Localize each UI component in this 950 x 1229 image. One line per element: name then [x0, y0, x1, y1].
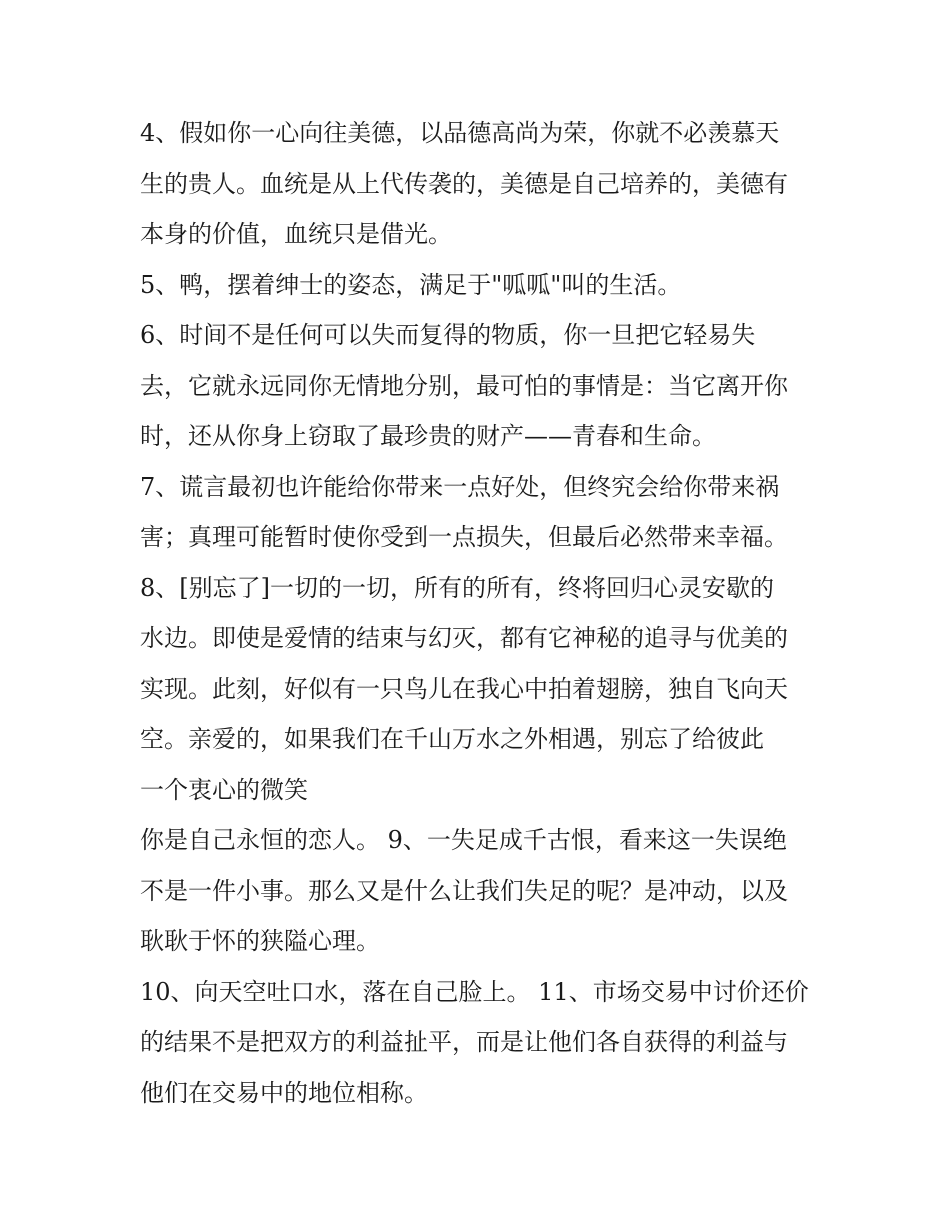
- text-line: 空。亲爱的，如果我们在千山万水之外相遇，别忘了给彼此: [140, 725, 764, 753]
- text-line: 5、鸭，摆着绅士的姿态，满足于"呱呱"叫的生活。: [140, 270, 682, 299]
- text-line: 的结果不是把双方的利益扯平，而是让他们各自获得的利益与: [140, 1028, 788, 1056]
- text-line: 一个衷心的微笑: [140, 775, 308, 804]
- text-line: 不是一件小事。那么又是什么让我们失足的呢？是冲动，以及: [140, 876, 788, 905]
- text-line: 7、谎言最初也许能给你带来一点好处，但终究会给你带来祸: [140, 472, 780, 501]
- text-line: 他们在交易中的地位相称。: [140, 1078, 428, 1107]
- text-line: 4、假如你一心向往美德，以品德高尚为荣，你就不必羡慕天: [140, 119, 780, 147]
- text-line: 8、[别忘了]一切的一切，所有的所有，终将回归心灵安歇的: [140, 573, 774, 602]
- text-line: 去，它就永远同你无情地分别，最可怕的事情是：当它离开你: [140, 371, 788, 400]
- text-line: 本身的价值，血统只是借光。: [140, 220, 452, 248]
- text-line: 实现。此刻，好似有一只鸟儿在我心中拍着翅膀，独自飞向天: [140, 674, 788, 703]
- body-text: [140, 108, 820, 1118]
- text-line: 水边。即使是爱情的结束与幻灭，都有它神秘的追寻与优美的: [140, 624, 788, 652]
- text-line: 6、时间不是任何可以失而复得的物质，你一旦把它轻易失: [140, 321, 756, 349]
- text-line: 你是自己永恒的恋人。 9、一失足成千古恨，看来这一失误绝: [140, 826, 787, 854]
- text-line: 生的贵人。血统是从上代传袭的，美德是自己培养的，美德有: [140, 169, 788, 198]
- text-line: 10、向天空吐口水，落在自己脸上。 11、市场交易中讨价还价: [140, 977, 809, 1006]
- text-line: 时，还从你身上窃取了最珍贵的财产——青春和生命。: [140, 422, 716, 450]
- text-line: 害；真理可能暂时使你受到一点损失，但最后必然带来幸福。: [140, 523, 788, 551]
- text-line: 耿耿于怀的狭隘心理。: [140, 927, 380, 955]
